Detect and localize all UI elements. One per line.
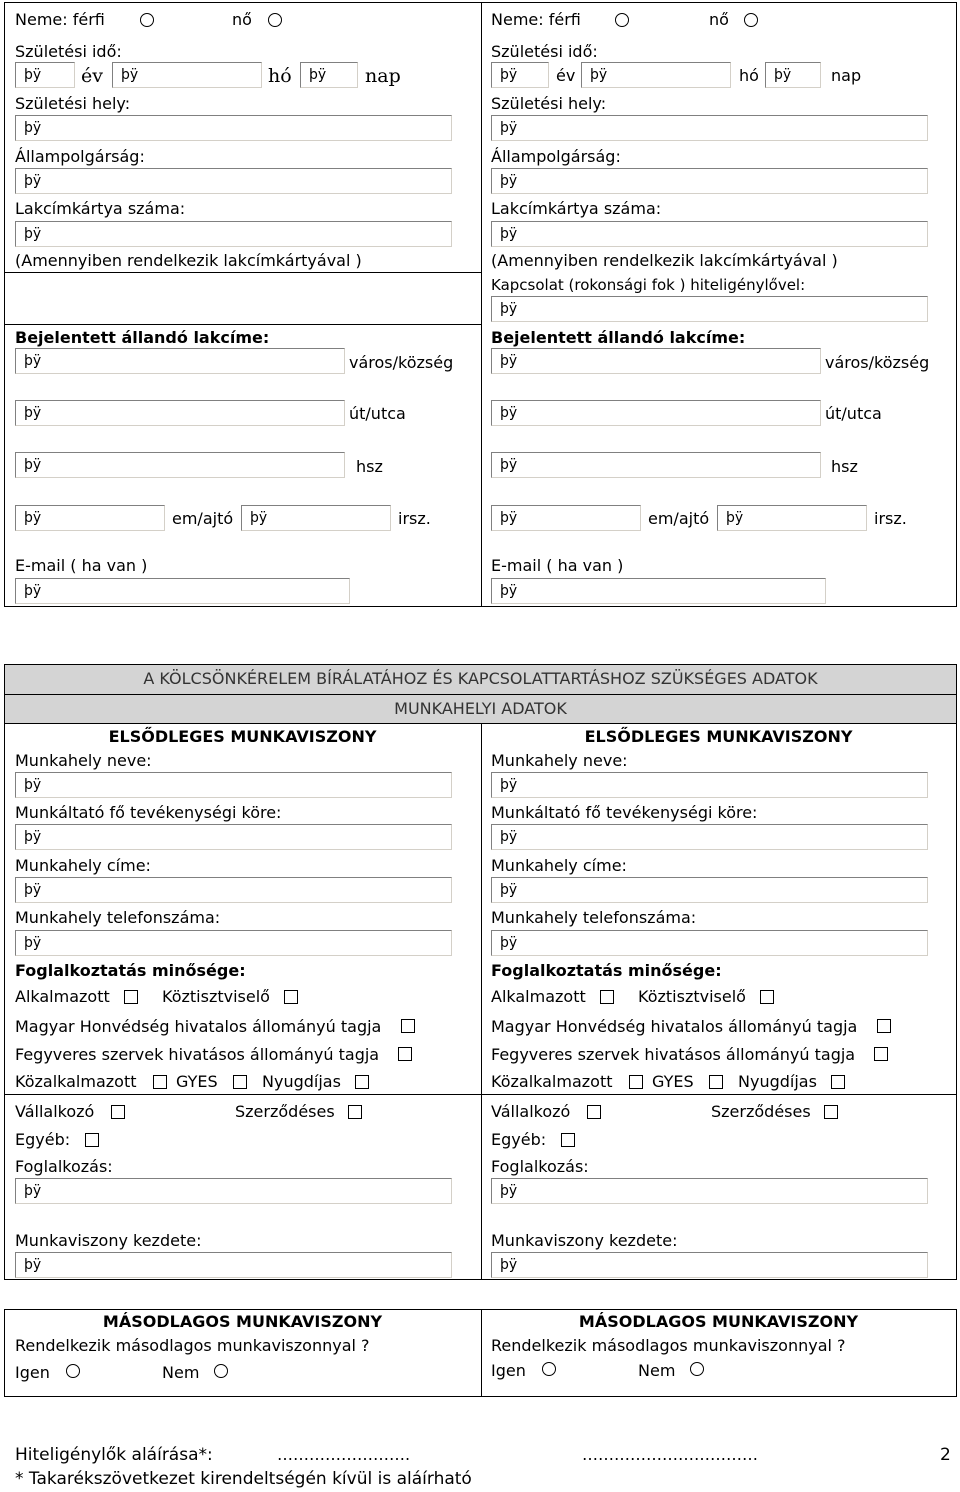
secondary-question: Rendelkezik másodlagos munkaviszonnyal ? (15, 1336, 370, 1355)
card-field[interactable]: þÿ (491, 221, 928, 247)
opt-civil-label: Köztisztviselő (162, 987, 270, 1006)
secondary-yes-radio[interactable] (542, 1362, 556, 1376)
opt-employee-checkbox[interactable] (124, 990, 138, 1004)
secondary-yes-label: Igen (491, 1361, 526, 1380)
opt-public-checkbox[interactable] (629, 1075, 643, 1089)
occupation-label: Foglalkozás: (15, 1157, 113, 1176)
secondary-no-label: Nem (162, 1363, 200, 1382)
section-subtitle: MUNKAHELYI ADATOK (394, 699, 567, 718)
gender-label: Neme: férfi (15, 10, 105, 29)
occupation-field[interactable]: þÿ (491, 1178, 928, 1204)
top-box-border-right (956, 2, 957, 607)
birth-date-label: Születési idő: (15, 42, 122, 61)
opt-civil-checkbox[interactable] (760, 990, 774, 1004)
signature-label: Hiteligénylők aláírása*: (15, 1445, 213, 1465)
activity-field[interactable]: þÿ (491, 824, 928, 850)
secondary-heading: MÁSODLAGOS MUNKAVISZONY (102, 1312, 383, 1331)
birth-year-field[interactable]: þÿ (15, 62, 75, 88)
opt-entrepreneur-label: Vállalkozó (491, 1102, 571, 1121)
zip-field[interactable]: þÿ (241, 505, 391, 531)
house-number-label: hsz (831, 457, 858, 476)
street-label: út/utca (349, 404, 406, 423)
citizenship-field[interactable]: þÿ (15, 168, 452, 194)
card-note: (Amennyiben rendelkezik lakcímkártyával ) (15, 251, 362, 270)
opt-civil-label: Köztisztviselő (638, 987, 746, 1006)
work-phone-label: Munkahely telefonszáma: (491, 908, 697, 927)
gender-female-label: nő (232, 10, 252, 29)
opt-other-label: Egyéb: (491, 1130, 547, 1149)
top-box-border-left (4, 2, 5, 607)
opt-other-checkbox[interactable] (85, 1133, 99, 1147)
opt-armed-label: Fegyveres szervek hivatásos állományú tagja (15, 1045, 380, 1064)
opt-employee-label: Alkalmazott (491, 987, 586, 1006)
card-label: Lakcímkártya száma: (15, 199, 186, 218)
day-label: nap (831, 66, 862, 85)
day-label: nap (365, 65, 401, 87)
work-box-border-bottom (4, 1279, 957, 1280)
options-separator (481, 1094, 957, 1095)
address-label: Bejelentett állandó lakcíme: (15, 328, 270, 347)
section-header-divider (4, 694, 957, 695)
gender-label: Neme: férfi (491, 10, 581, 29)
secondary-no-label: Nem (638, 1361, 676, 1380)
opt-pension-checkbox[interactable] (355, 1075, 369, 1089)
opt-public-label: Közalkalmazott (491, 1072, 613, 1091)
opt-pension-checkbox[interactable] (831, 1075, 845, 1089)
occupation-label: Foglalkozás: (491, 1157, 589, 1176)
relation-label: Kapcsolat (rokonsági fok ) hiteligénylővel: (491, 276, 806, 294)
city-field[interactable]: þÿ (15, 348, 345, 374)
start-date-label: Munkaviszony kezdete: (15, 1231, 202, 1250)
birth-date-label: Születési idő: (491, 42, 598, 61)
birth-year-field[interactable]: þÿ (491, 62, 549, 88)
street-field[interactable]: þÿ (491, 400, 821, 426)
opt-public-label: Közalkalmazott (15, 1072, 137, 1091)
month-label: hó (739, 66, 759, 85)
birth-place-label: Születési hely: (15, 94, 131, 113)
opt-other-label: Egyéb: (15, 1130, 71, 1149)
work-phone-label: Munkahely telefonszáma: (15, 908, 221, 927)
secondary-heading: MÁSODLAGOS MUNKAVISZONY (578, 1312, 859, 1331)
opt-entrepreneur-label: Vállalkozó (15, 1102, 95, 1121)
gender-female-label: nő (709, 10, 729, 29)
employment-quality-label: Foglalkoztatás minősége: (15, 961, 246, 980)
email-label: E-mail ( ha van ) (15, 556, 148, 575)
birth-place-field[interactable]: þÿ (15, 115, 452, 141)
employer-field[interactable]: þÿ (15, 772, 452, 798)
card-note: (Amennyiben rendelkezik lakcímkártyával ) (491, 251, 838, 270)
left-separator-2 (4, 324, 482, 325)
city-field[interactable]: þÿ (491, 348, 821, 374)
house-number-field[interactable]: þÿ (15, 452, 345, 478)
citizenship-label: Állampolgárság: (15, 147, 145, 166)
opt-public-checkbox[interactable] (153, 1075, 167, 1089)
gender-male-radio[interactable] (615, 13, 629, 27)
street-field[interactable]: þÿ (15, 400, 345, 426)
opt-civil-checkbox[interactable] (284, 990, 298, 1004)
relation-field[interactable]: þÿ (491, 296, 928, 322)
primary-employment-heading: ELSŐDLEGES MUNKAVISZONY (108, 727, 377, 746)
employer-field[interactable]: þÿ (491, 772, 928, 798)
opt-entrepreneur-checkbox[interactable] (111, 1105, 125, 1119)
opt-entrepreneur-checkbox[interactable] (587, 1105, 601, 1119)
opt-employee-label: Alkalmazott (15, 987, 110, 1006)
options-separator (4, 1094, 482, 1095)
zip-field[interactable]: þÿ (717, 505, 867, 531)
secondary-no-radio[interactable] (690, 1362, 704, 1376)
employer-label: Munkahely neve: (491, 751, 628, 770)
opt-contract-label: Szerződéses (711, 1102, 811, 1121)
opt-armed-checkbox[interactable] (398, 1047, 412, 1061)
zip-label: irsz. (398, 509, 431, 528)
opt-army-label: Magyar Honvédség hivatalos állományú tagja (491, 1017, 858, 1036)
address-label: Bejelentett állandó lakcíme: (491, 328, 746, 347)
email-field[interactable]: þÿ (491, 578, 826, 604)
opt-army-checkbox[interactable] (401, 1019, 415, 1033)
secondary-no-radio[interactable] (214, 1364, 228, 1378)
house-number-field[interactable]: þÿ (491, 452, 821, 478)
left-separator-1 (4, 272, 482, 273)
floor-field[interactable]: þÿ (15, 505, 165, 531)
work-box-divider (481, 723, 482, 1280)
activity-label: Munkáltató fő tevékenységi köre: (15, 803, 282, 822)
birth-place-field[interactable]: þÿ (491, 115, 928, 141)
secondary-yes-label: Igen (15, 1363, 50, 1382)
footnote: * Takarékszövetkezet kirendeltségén kívül is aláírható (15, 1469, 472, 1489)
work-address-label: Munkahely címe: (15, 856, 151, 875)
card-label: Lakcímkártya száma: (491, 199, 662, 218)
top-box-divider (481, 2, 482, 607)
signature-dots-right: …………………………… (582, 1445, 758, 1464)
city-label: város/község (825, 353, 930, 372)
secondary-yes-radio[interactable] (66, 1364, 80, 1378)
year-label: év (556, 66, 576, 85)
year-label: év (81, 65, 103, 87)
opt-employee-checkbox[interactable] (600, 990, 614, 1004)
street-label: út/utca (825, 404, 882, 423)
birth-month-field[interactable]: þÿ (112, 62, 262, 88)
gender-male-radio[interactable] (140, 13, 154, 27)
occupation-field[interactable]: þÿ (15, 1178, 452, 1204)
opt-army-checkbox[interactable] (877, 1019, 891, 1033)
city-label: város/község (349, 353, 454, 372)
work-address-field[interactable]: þÿ (15, 877, 452, 903)
opt-contract-checkbox[interactable] (348, 1105, 362, 1119)
floor-field[interactable]: þÿ (491, 505, 641, 531)
citizenship-label: Állampolgárság: (491, 147, 621, 166)
email-field[interactable]: þÿ (15, 578, 350, 604)
opt-contract-checkbox[interactable] (824, 1105, 838, 1119)
activity-field[interactable]: þÿ (15, 824, 452, 850)
opt-armed-checkbox[interactable] (874, 1047, 888, 1061)
birth-day-field[interactable]: þÿ (765, 62, 821, 88)
opt-gyes-label: GYES (176, 1072, 218, 1091)
opt-armed-label: Fegyveres szervek hivatásos állományú tagja (491, 1045, 856, 1064)
secondary-question: Rendelkezik másodlagos munkaviszonnyal ? (491, 1336, 846, 1355)
citizenship-field[interactable]: þÿ (491, 168, 928, 194)
floor-label: em/ajtó (172, 509, 234, 528)
gender-female-radio[interactable] (268, 13, 282, 27)
start-date-label: Munkaviszony kezdete: (491, 1231, 678, 1250)
work-phone-field[interactable]: þÿ (15, 930, 452, 956)
email-label: E-mail ( ha van ) (491, 556, 624, 575)
work-box-border-left (4, 723, 5, 1280)
opt-army-label: Magyar Honvédség hivatalos állományú tagja (15, 1017, 382, 1036)
birth-day-field[interactable]: þÿ (300, 62, 358, 88)
opt-pension-label: Nyugdíjas (262, 1072, 341, 1091)
month-label: hó (268, 65, 292, 87)
section-title: A KÖLCSÖNKÉRELEM BÍRÁLATÁHOZ ÉS KAPCSOLATTARTÁSHOZ SZÜKSÉGES ADATOK (143, 669, 818, 688)
work-address-field[interactable]: þÿ (491, 877, 928, 903)
work-phone-field[interactable]: þÿ (491, 930, 928, 956)
page-number: 2 (940, 1445, 951, 1465)
gender-female-radio[interactable] (744, 13, 758, 27)
employment-quality-label: Foglalkoztatás minősége: (491, 961, 722, 980)
start-date-field[interactable]: þÿ (15, 1252, 452, 1278)
birth-month-field[interactable]: þÿ (581, 62, 731, 88)
opt-pension-label: Nyugdíjas (738, 1072, 817, 1091)
floor-label: em/ajtó (648, 509, 710, 528)
employer-label: Munkahely neve: (15, 751, 152, 770)
activity-label: Munkáltató fő tevékenységi köre: (491, 803, 758, 822)
work-address-label: Munkahely címe: (491, 856, 627, 875)
work-box-border-right (956, 723, 957, 1280)
house-number-label: hsz (356, 457, 383, 476)
opt-other-checkbox[interactable] (561, 1133, 575, 1147)
start-date-field[interactable]: þÿ (491, 1252, 928, 1278)
primary-employment-heading: ELSŐDLEGES MUNKAVISZONY (584, 727, 853, 746)
opt-gyes-checkbox[interactable] (709, 1075, 723, 1089)
signature-dots-left: ……………………. (277, 1445, 411, 1464)
birth-place-label: Születési hely: (491, 94, 607, 113)
zip-label: irsz. (874, 509, 907, 528)
card-field[interactable]: þÿ (15, 221, 452, 247)
opt-gyes-label: GYES (652, 1072, 694, 1091)
opt-gyes-checkbox[interactable] (233, 1075, 247, 1089)
opt-contract-label: Szerződéses (235, 1102, 335, 1121)
